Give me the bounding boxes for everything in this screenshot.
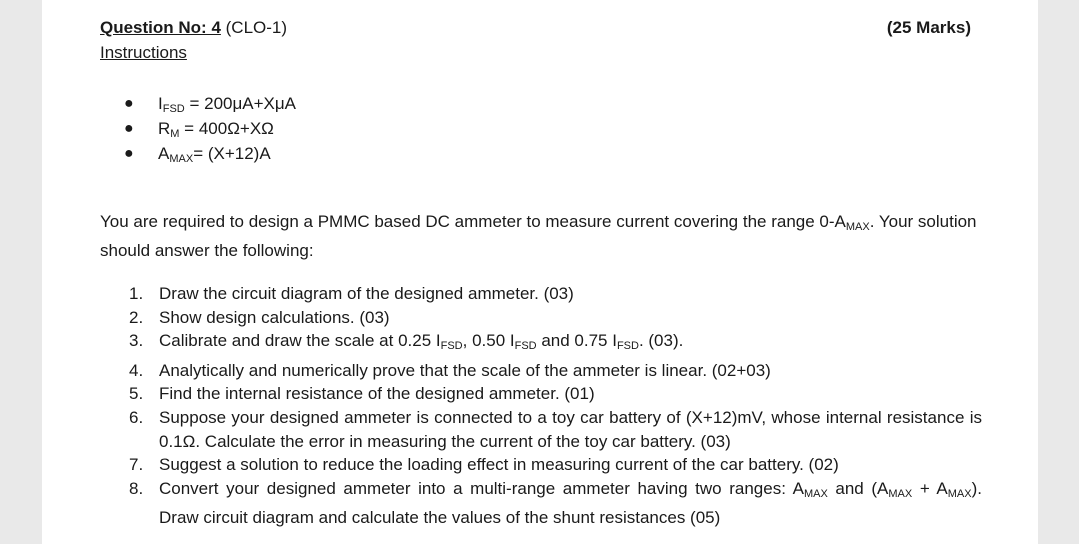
list-item: 1. Draw the circuit diagram of the designed ammeter. (03) <box>129 284 574 303</box>
bullet-icon: ● <box>124 95 134 112</box>
list-item: ● $A_{MAX}= (X+12)A$ <box>124 141 296 166</box>
bullet-icon: ● <box>124 120 134 137</box>
list-item: ● $I_{FSD} = 200\mu A+X\mu A$ <box>124 91 296 116</box>
list-item: 6. Suppose your designed ammeter is connected to a toy car battery of (X+12)mV, whose internal resistance is 0.1Ω. Calculate the error in measuring the current of the toy car battery. (03) <box>129 407 982 451</box>
list-item: 2. Show design calculations. (03) <box>129 307 390 327</box>
task-list <box>129 282 982 530</box>
list-item: 7. Suggest a solution to reduce the loading effect in measuring current of the car battery. (02) <box>129 455 839 475</box>
intro-paragraph: You are required to design a PMMC based DC ammeter to measure current covering the range $0-A_{MAX}$. Your solution should answer the following: <box>100 212 977 260</box>
list-item: ● $R_M = 400\Omega+X\Omega$ <box>124 116 296 141</box>
document-page <box>42 0 1038 544</box>
clo-label: (CLO-1) <box>220 18 288 37</box>
bullet-icon: ● <box>124 145 134 162</box>
parameter-list <box>124 91 296 166</box>
question-heading <box>100 18 287 38</box>
list-item: 3. Calibrate and draw the scale at 0.25 $I_{FSD}$, 0.50 $I_{FSD}$ and 0.75 $I_{FSD}$. (03). <box>129 331 684 353</box>
list-item: 5. Find the internal resistance of the designed ammeter. (01) <box>129 384 595 404</box>
instructions-heading: Instructions <box>100 43 187 62</box>
question-number: Question No: 4 <box>100 18 221 37</box>
marks-label: (25 Marks) <box>886 18 971 37</box>
list-item: 8. Convert your designed ammeter into a multi-range ammeter having two ranges: $A_{MAX}$ and $(A_{MAX} + A_{MAX})$. Draw circuit diagram and calculate the values of the shunt resistances (05) <box>129 478 982 528</box>
list-item: 4. Analytically and numerically prove that the scale of the ammeter is linear. (02+03) <box>129 360 771 380</box>
